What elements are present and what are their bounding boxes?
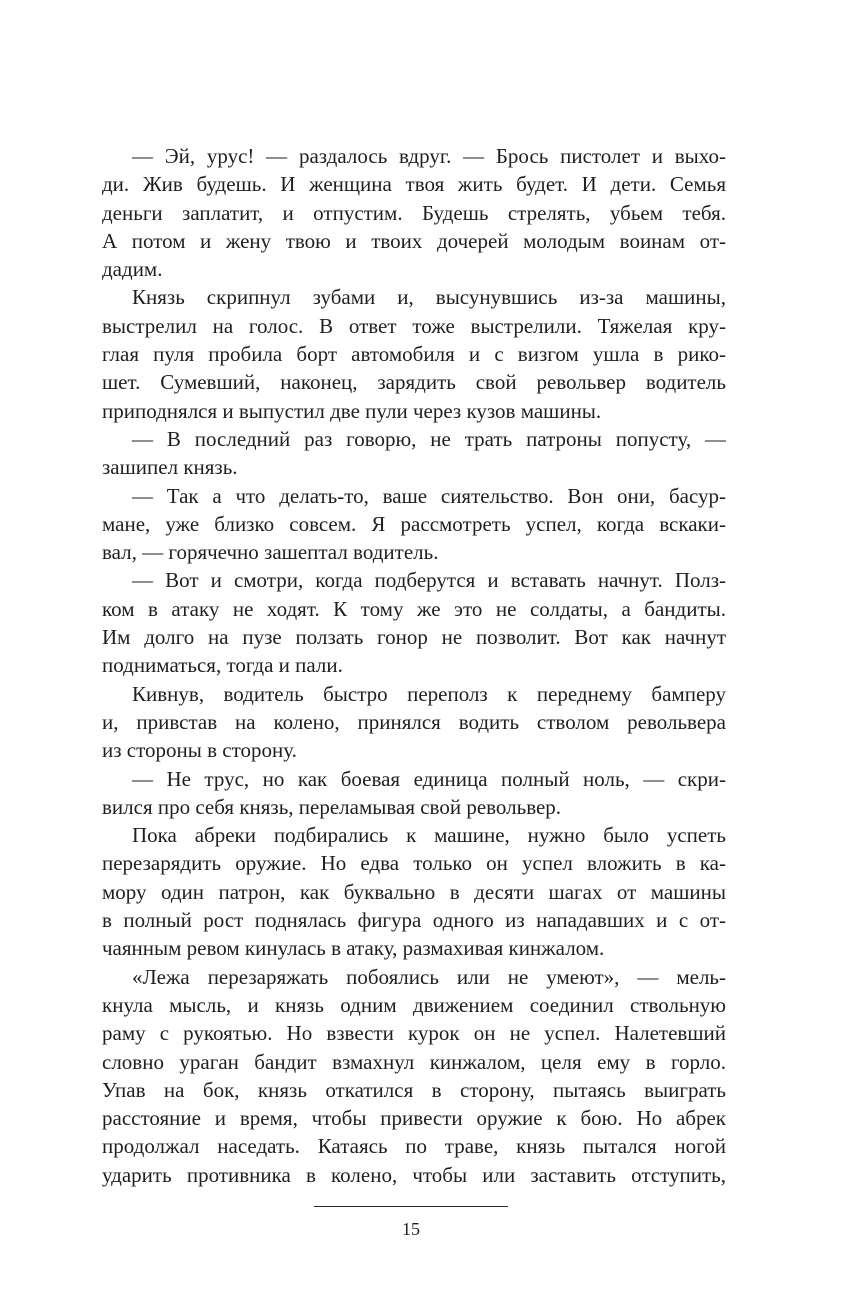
text-line: расстояние и время, чтобы привести оружие к бою. Но абрек (102, 1106, 726, 1131)
text-line: Пока абреки подбирались к машине, нужно было успеть (132, 823, 726, 848)
text-line: продолжал наседать. Катаясь по траве, князь пытался ногой (102, 1134, 726, 1159)
text-line: зашипел князь. (102, 455, 238, 480)
text-line: в полный рост поднялась фигура одного из нападавших и с от- (102, 908, 726, 933)
text-line: Князь скрипнул зубами и, высунувшись из-за машины, (132, 285, 726, 310)
text-line: А потом и жену твою и твоих дочерей молодым воинам от- (102, 228, 726, 253)
text-line: ударить противника в колено, чтобы или заставить отступить, (102, 1162, 726, 1187)
paragraph (102, 425, 726, 482)
text-line: шет. Сумевший, наконец, зарядить свой револьвер водитель (102, 370, 726, 395)
text-line: вал, — горячечно зашептал водитель. (102, 540, 439, 565)
body-text (102, 142, 726, 1189)
paragraph (102, 482, 726, 567)
text-line: из стороны в сторону. (102, 738, 297, 763)
text-line: выстрелил на голос. В ответ тоже выстрелили. Тяжелая кру- (102, 313, 726, 338)
paragraph (102, 680, 726, 765)
text-line: мане, уже близко совсем. Я рассмотреть успел, когда вскаки- (102, 511, 726, 536)
text-line: приподнялся и выпустил две пули через кузов машины. (102, 398, 602, 423)
text-line: вился про себя князь, переламывая свой револьвер. (102, 794, 562, 819)
footer-rule (314, 1206, 508, 1207)
text-line: — В последний раз говорю, не трать патроны попусту, — (132, 426, 726, 451)
text-line: Им долго на пузе ползать гонор не позволит. Вот как начнут (102, 625, 726, 650)
text-line: ди. Жив будешь. И женщина твоя жить будет. И дети. Семья (102, 172, 726, 197)
text-line: дадим. (102, 257, 163, 282)
text-line: подниматься, тогда и пали. (102, 653, 343, 678)
text-line: — Эй, урус! — раздалось вдруг. — Брось пистолет и выхо- (132, 144, 726, 168)
paragraph (102, 283, 726, 424)
text-line: раму с рукоятью. Но взвести курок он не успел. Налетевший (102, 1021, 726, 1046)
text-line: Упав на бок, князь откатился в сторону, пытаясь выиграть (102, 1077, 726, 1102)
text-line: «Лежа перезаряжать побоялись или не умеют», — мель- (132, 964, 726, 989)
paragraph (102, 765, 726, 822)
paragraph (102, 963, 726, 1189)
text-line: — Вот и смотри, когда подберутся и вставать начнут. Полз- (132, 568, 726, 593)
text-line: словно ураган бандит взмахнул кинжалом, целя ему в горло. (102, 1049, 726, 1074)
text-line: — Так а что делать-то, ваше сиятельство. Вон они, басур- (132, 483, 726, 508)
paragraph (102, 566, 726, 679)
text-line: и, привстав на колено, принялся водить стволом револьвера (102, 709, 726, 734)
text-line: — Не трус, но как боевая единица полный ноль, — скри- (132, 766, 726, 791)
page-number: 15 (402, 1219, 420, 1239)
text-line: кнула мысль, и князь одним движением соединил ствольную (102, 992, 726, 1017)
text-line: ком в атаку не ходят. К тому же это не солдаты, а бандиты. (102, 596, 726, 621)
text-line: Кивнув, водитель быстро переполз к переднему бамперу (132, 681, 726, 706)
text-line: чаянным ревом кинулась в атаку, размахивая кинжалом. (102, 936, 605, 961)
paragraph (102, 821, 726, 962)
text-line: перезарядить оружие. Но едва только он успел вложить в ка- (102, 851, 726, 876)
text-line: глая пуля пробила борт автомобиля и с визгом ушла в рико- (102, 342, 726, 367)
text-line: деньги заплатит, и отпустим. Будешь стрелять, убьем тебя. (102, 200, 726, 225)
text-line: мору один патрон, как буквально в десяти шагах от машины (102, 879, 726, 904)
paragraph (102, 142, 726, 283)
